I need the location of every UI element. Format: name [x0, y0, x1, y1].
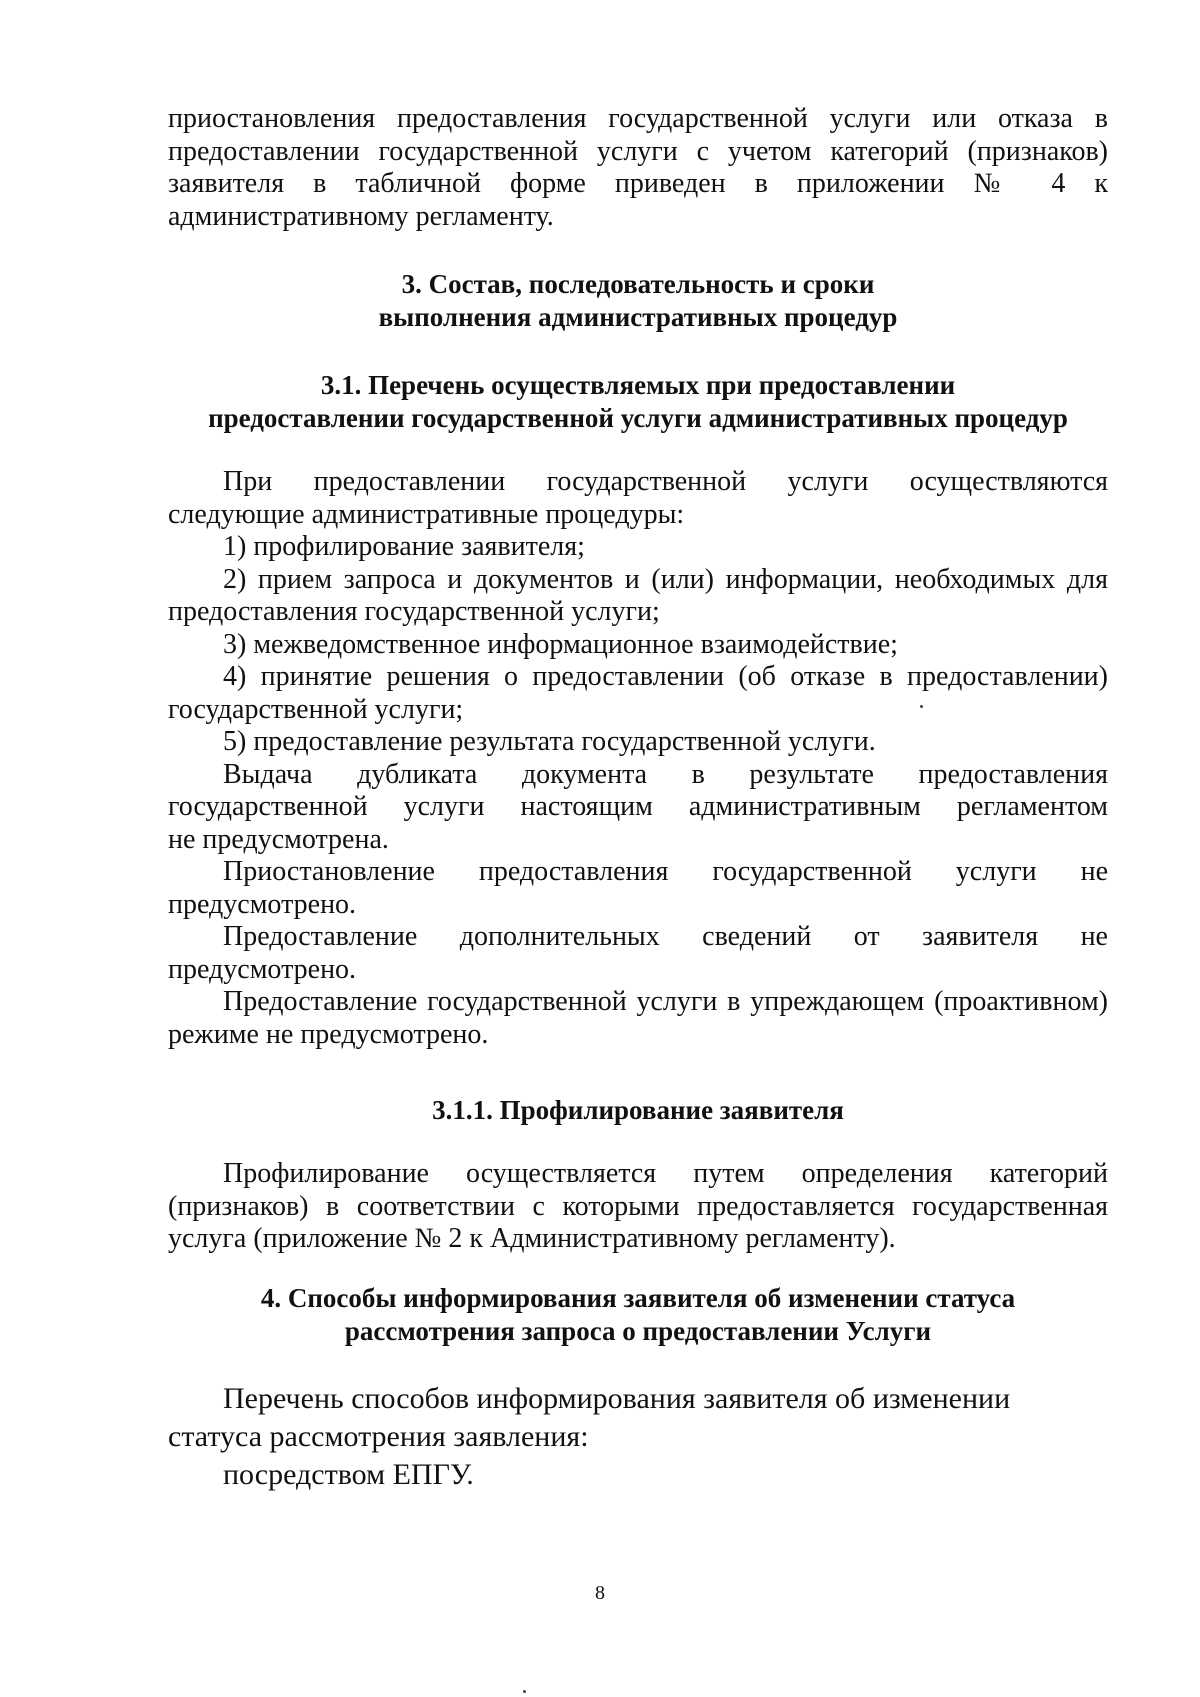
- procedure-item-2-line-2: предоставления государственной услуги;: [168, 596, 660, 627]
- profiling-line-1: Профилирование осуществляется путем определения категорий: [223, 1158, 1108, 1189]
- page-number: 8: [595, 1582, 605, 1604]
- proactive-line-1: Предоставление государственной услуги в упреждающем (проактивном): [223, 986, 1108, 1017]
- intro-paragraph: [168, 103, 1108, 233]
- extra-info-line-2: предусмотрено.: [168, 953, 357, 985]
- section-3-1-1-title: 3.1.1. Профилирование заявителя: [432, 1095, 844, 1125]
- notify-line-1: Перечень способов информирования заявителя об изменении: [223, 1382, 1011, 1415]
- section-3-1-title-line-1: 3.1. Перечень осуществляемых при предоставлении: [320, 370, 956, 400]
- intro-line-4: административному регламенту.: [168, 200, 554, 232]
- profiling-line-2: (признаков) в соответствии с которыми предоставляется государственная: [168, 1190, 1108, 1222]
- proactive-line-2: режиме не предусмотрено.: [168, 1018, 489, 1050]
- lead-line-2: следующие административные процедуры:: [168, 498, 685, 530]
- suspend-line-1: Приостановление предоставления государственной услуги не: [223, 856, 1108, 887]
- section-4-heading: [168, 1282, 1108, 1348]
- section-3-heading: [168, 268, 1108, 334]
- lead-line-1: При предоставлении государственной услуги осуществляются: [223, 466, 1108, 497]
- procedure-item-3: 3) межведомственное информационное взаимодействие;: [223, 628, 898, 660]
- section-3-1-body: [168, 466, 1108, 1051]
- procedure-item-1: 1) профилирование заявителя;: [223, 531, 585, 562]
- scan-speck: [920, 705, 923, 708]
- section-4-body: [168, 1380, 1108, 1494]
- procedure-item-5: 5) предоставление результата государственной услуги.: [223, 726, 876, 757]
- duplicate-line-3: не предусмотрена.: [168, 823, 389, 855]
- procedure-item-2-line-1: 2) прием запроса и документов и (или) информации, необходимых для: [223, 563, 1108, 595]
- section-3-1-1-heading: [168, 1094, 1108, 1127]
- notify-line-3: посредством ЕПГУ.: [223, 1458, 474, 1491]
- intro-line-2: предоставлении государственной услуги с учетом категорий (признаков): [168, 135, 1108, 167]
- procedure-item-4-line-1: 4) принятие решения о предоставлении (об отказе в предоставлении): [223, 661, 1108, 692]
- intro-line-1: приостановления предоставления государственной услуги или отказа в: [168, 103, 1108, 134]
- section-3-1-1-body: [168, 1158, 1108, 1256]
- section-4-title-line-2: рассмотрения запроса о предоставлении Услуги: [344, 1316, 932, 1346]
- profiling-line-3: услуга (приложение № 2 к Административному регламенту).: [168, 1223, 896, 1254]
- scan-speck: [523, 1690, 526, 1693]
- procedure-item-4-line-2: государственной услуги;: [168, 693, 464, 725]
- section-3-title-line-1: 3. Состав, последовательность и сроки: [401, 269, 875, 299]
- section-3-title-line-2: выполнения административных процедур: [378, 302, 898, 332]
- extra-info-line-1: Предоставление дополнительных сведений от заявителя не: [223, 921, 1108, 952]
- intro-line-3: заявителя в табличной форме приведен в приложении № 4 к: [168, 168, 1108, 199]
- notify-line-2: статуса рассмотрения заявления:: [168, 1420, 589, 1453]
- section-3-1-heading: [168, 369, 1108, 435]
- duplicate-line-2: государственной услуги настоящим административным регламентом: [168, 791, 1108, 822]
- suspend-line-2: предусмотрено.: [168, 888, 357, 920]
- section-4-title-line-1: 4. Способы информирования заявителя об изменении статуса: [260, 1283, 1016, 1313]
- duplicate-line-1: Выдача дубликата документа в результате предоставления: [223, 758, 1108, 790]
- section-3-1-title-line-2: предоставлении государственной услуги административных процедур: [208, 403, 1068, 433]
